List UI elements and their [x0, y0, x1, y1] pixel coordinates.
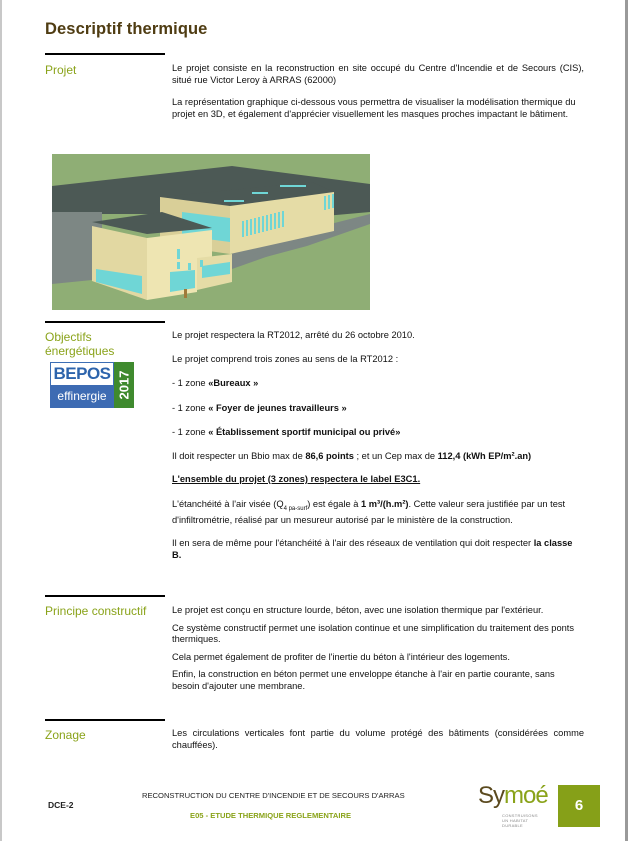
page-number-badge: 6	[558, 785, 600, 827]
section-label-projet: Projet	[45, 63, 77, 77]
building-model-illustration	[52, 154, 370, 310]
bepos-logo-bottom: effinergie	[50, 385, 114, 408]
label-line: énergétiques	[45, 344, 115, 358]
ventilation-paragraph: Il en sera de même pour l'étanchéité à l'air des réseaux de ventilation qui doit respecter la classe B.	[172, 538, 573, 560]
paragraph: Les circulations verticales font partie du volume protégé des bâtiments (considérées comme chauffées).	[172, 728, 584, 750]
label-line: Objectifs	[45, 330, 92, 344]
symoe-logo	[478, 782, 548, 828]
paragraph: Cela permet également de profiter de l'inertie du béton à l'intérieur des logements.	[172, 651, 510, 662]
paragraph: Enfin, la construction en béton permet une enveloppe étanche à l'air en partie courante, sans besoin d'ajouter une membrane.	[172, 669, 555, 691]
bbio-cep-requirement: Il doit respecter un Bbio max de 86,6 points ; et un Cep max de 112,4 (kWh EP/m².an)	[172, 450, 532, 461]
paragraph: Le projet respectera la RT2012, arrêté du 26 octobre 2010.	[172, 330, 415, 340]
building-3d-render	[52, 154, 370, 310]
paragraph: Ce système constructif permet une isolation continue et une simplification du traitement des ponts thermiques.	[172, 622, 575, 644]
zone-item: - 1 zone «Bureaux »	[172, 378, 259, 388]
page-edge-left	[0, 0, 2, 841]
section-divider	[45, 53, 165, 55]
bepos-effinergie-logo	[50, 362, 134, 408]
zone-item: - 1 zone « Foyer de jeunes travailleurs »	[172, 402, 347, 413]
airtightness-paragraph: L'étanchéité à l'air visée $(Q_{4 pa-surf})$ est égale à 1 m³/(h.m²). Cette valeur sera justifiée par un test d'infiltrométrie, réalisé par un mesureur autorisé par le ministère de la construction.	[172, 498, 566, 525]
bepos-logo-top: BEPOS	[50, 362, 114, 385]
objectifs-text	[172, 330, 584, 561]
section-divider	[45, 595, 165, 597]
section-label-objectifs	[45, 330, 114, 358]
logo-wordmark: Symoé	[478, 782, 548, 809]
zonage-text	[172, 728, 584, 751]
zone-item: - 1 zone « Établissement sportif municipal ou privé»	[172, 427, 401, 437]
label-statement: L'ensemble du projet (3 zones) respectera le label E3C1.	[172, 474, 421, 484]
footer-study-title: E05 - ETUDE THERMIQUE REGLEMENTAIRE	[190, 811, 352, 820]
principe-text	[172, 605, 584, 692]
paragraph: La représentation graphique ci-dessous vous permettra de visualiser la modélisation thermique du projet en 3D, et également d'apprécier visuellement les masques proches impactant le bâtiment.	[172, 97, 576, 119]
paragraph: Le projet comprend trois zones au sens de la RT2012 :	[172, 353, 399, 364]
section-label-zonage: Zonage	[45, 728, 86, 742]
paragraph: Le projet est conçu en structure lourde, béton, avec une isolation thermique par l'extérieur.	[172, 605, 544, 615]
section-divider	[45, 719, 165, 721]
footer-doc-ref: DCE-2	[48, 800, 74, 810]
projet-text	[172, 63, 584, 120]
logo-tagline: CONSTRUISONS UN HABITAT DURABLE	[502, 813, 538, 828]
section-label-principe: Principe constructif	[45, 604, 147, 618]
page-title: Descriptif thermique	[45, 20, 208, 38]
section-divider	[45, 321, 165, 323]
paragraph: Le projet consiste en la reconstruction en site occupé du Centre d'Incendie et de Secours (CIS), situé rue Victor Leroy à ARRAS (62000)	[172, 63, 584, 85]
footer-project-title: RECONSTRUCTION DU CENTRE D'INCENDIE ET DE SECOURS D'ARRAS	[142, 791, 405, 800]
bepos-logo-year: 2017	[114, 362, 134, 408]
